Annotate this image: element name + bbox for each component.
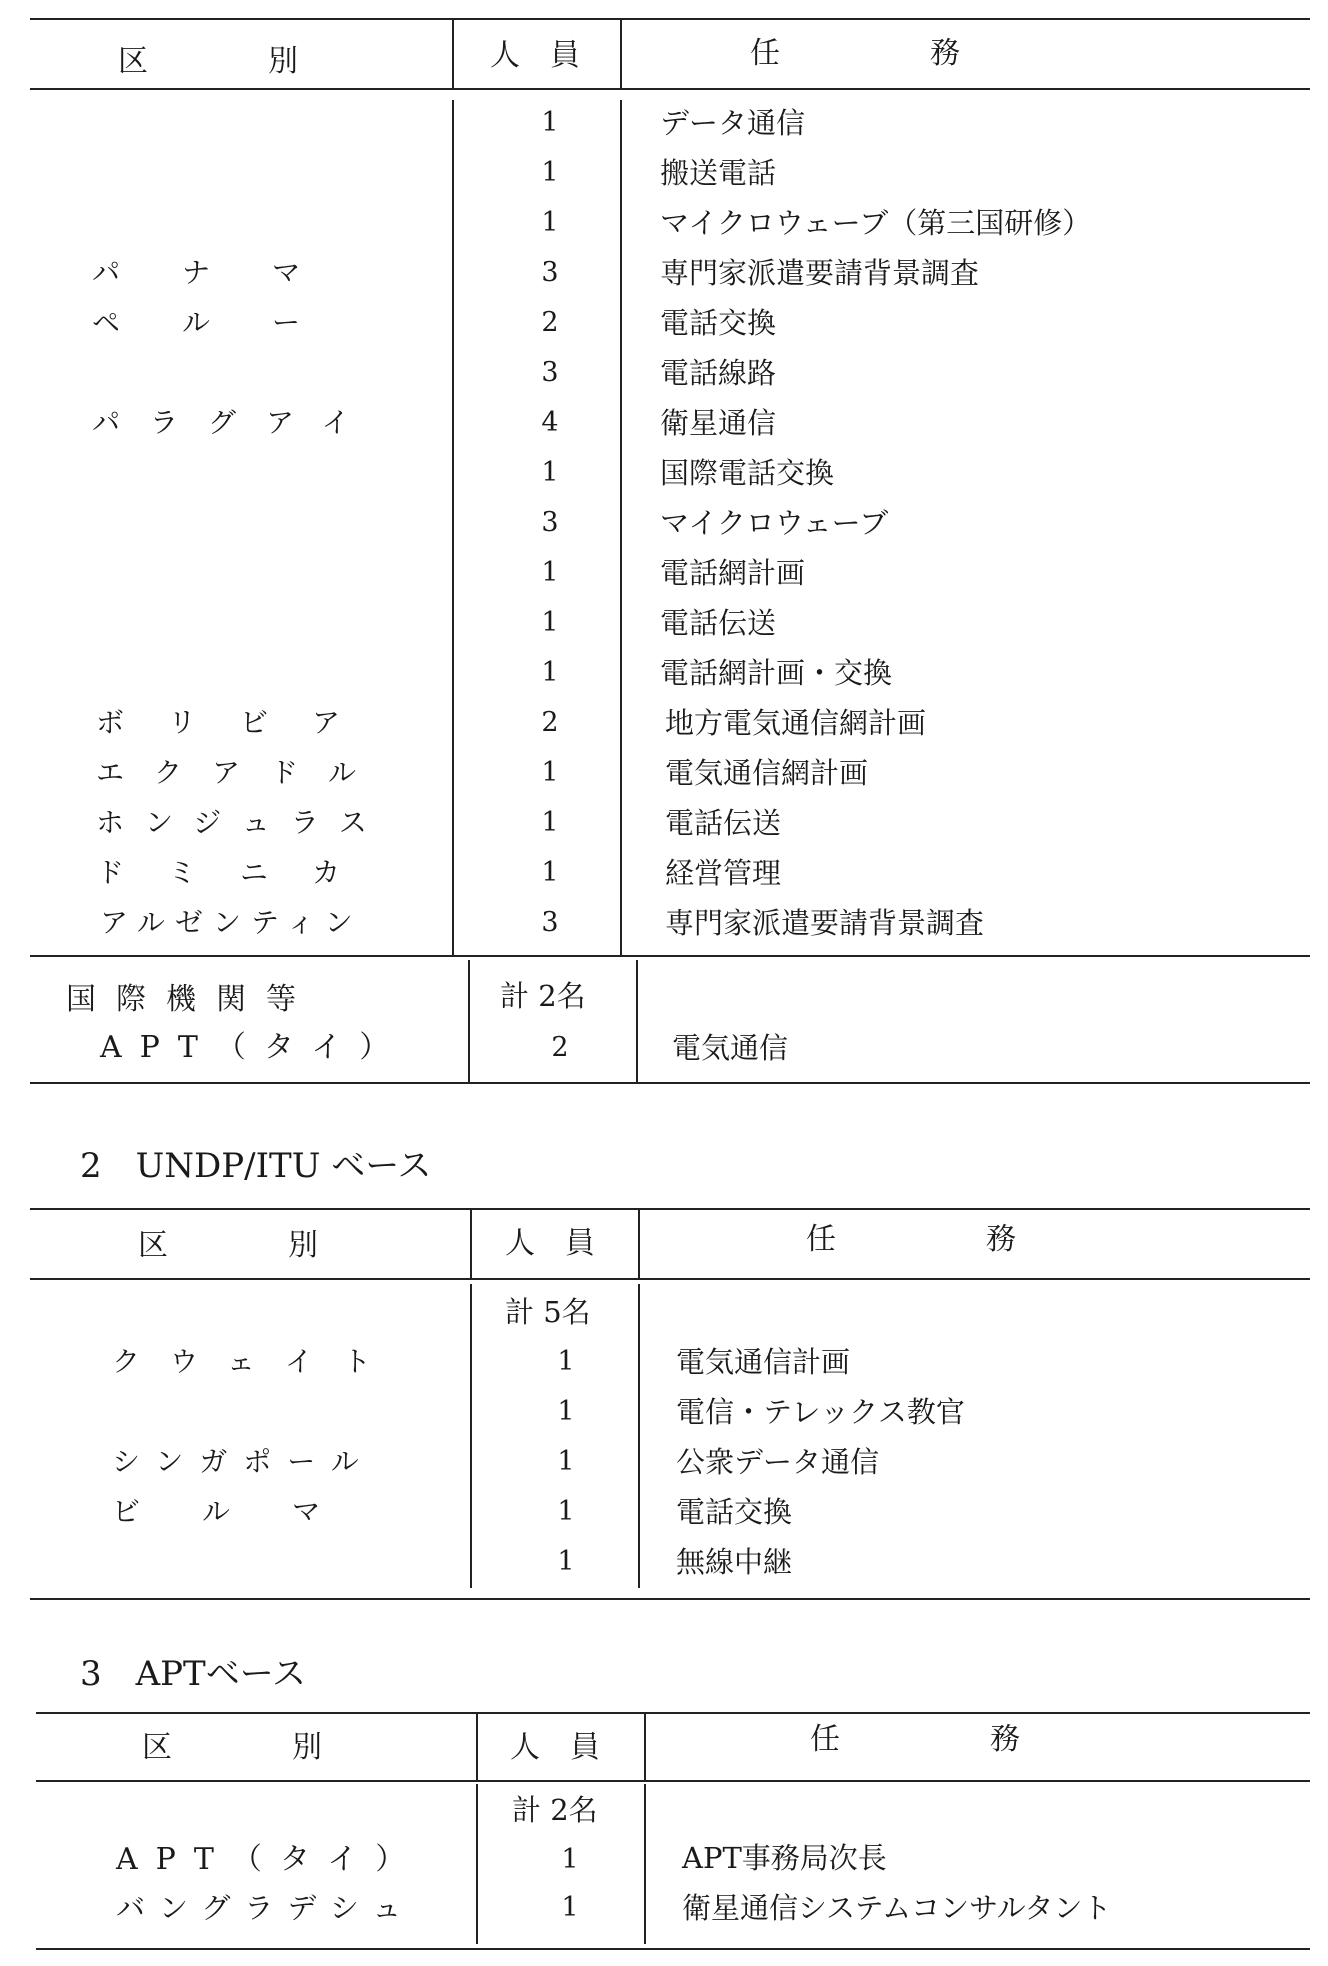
country-name: ボリビア [96, 706, 385, 739]
table3-total: 計 2名 [512, 1793, 598, 1827]
country-name: ドミニカ [96, 856, 385, 889]
table2-row-count: 1 [557, 1546, 575, 1577]
table1-row-task: 電話網計画・交換 [660, 656, 893, 690]
country-name: エクアドル [96, 756, 387, 789]
country-name: クウェイト [112, 1345, 401, 1378]
table1-row-task: マイクロウェーブ（第三国研修） [660, 206, 1092, 240]
table1-row-task: 電話線路 [660, 356, 777, 390]
table3-header-staff: 人 員 [510, 1730, 600, 1765]
table3-header-divider-2 [644, 1712, 646, 1780]
table2-row-count: 1 [557, 1446, 575, 1477]
table1-intl-divider-2 [636, 960, 638, 1082]
table2-top-rule [30, 1208, 1310, 1210]
table1-row-task: 搬送電話 [660, 156, 777, 190]
table1-row-count: 1 [541, 607, 559, 638]
table3-row-country: APT（タイ） [116, 1842, 424, 1877]
table1-row-count: 1 [541, 457, 559, 488]
intl-row-task: 電気通信 [672, 1031, 789, 1065]
table2-row-country [112, 1344, 401, 1380]
table1-row-country [96, 705, 386, 741]
section2-title: 2 UNDP/ITU ベース [80, 1146, 432, 1186]
table1-intl-rule [30, 955, 1310, 957]
country-name: アルゼンティン [100, 906, 363, 939]
table1-row-count: 1 [541, 207, 559, 238]
table3-header-divider-1 [476, 1712, 478, 1780]
table3-header-category: 区 別 [142, 1730, 322, 1765]
table1-row-count: 2 [541, 307, 559, 338]
table1-row-task: 電気通信網計画 [665, 756, 869, 790]
table2-header-staff: 人 員 [505, 1226, 595, 1261]
table1-header-divider-1 [452, 18, 454, 88]
table1-row-country [100, 905, 400, 941]
table2-row-count: 1 [557, 1496, 575, 1527]
table1-row-country [92, 305, 382, 341]
table1-row-count: 3 [541, 257, 559, 288]
table1-row-count: 3 [541, 357, 559, 388]
table1-intl-divider-1 [468, 960, 470, 1082]
table1-row-task: 経営管理 [665, 856, 782, 890]
table1-header-divider-2 [620, 18, 622, 88]
table3-bottom-rule [36, 1948, 1310, 1950]
table3-body-divider-1 [476, 1784, 478, 1944]
table3-row-task: APT事務局次長 [682, 1841, 887, 1875]
table1-row-count: 1 [541, 857, 559, 888]
table1-row-task: マイクロウェーブ [660, 506, 889, 540]
table1-row-count: 4 [541, 407, 559, 438]
table2-header-divider-1 [470, 1208, 472, 1278]
table1-row-task: 電話交換 [660, 306, 777, 340]
table1-body-divider-1 [452, 100, 454, 955]
intl-row-country: APT（タイ） [100, 1030, 408, 1065]
table2-row-count: 1 [557, 1396, 575, 1427]
table2-row-task: 電話交換 [676, 1495, 793, 1529]
table2-row-task: 電気通信計画 [676, 1345, 851, 1379]
intl-org-label: 国際機関等 [66, 982, 316, 1017]
table1-row-task: 電話網計画 [660, 556, 806, 590]
table1-row-count: 1 [541, 157, 559, 188]
country-name: パナマ [92, 256, 363, 289]
country-name: パラグアイ [92, 406, 380, 439]
intl-row-count: 2 [551, 1032, 569, 1063]
country-name: ホンジュラス [96, 806, 388, 839]
table1-header-category: 区 別 [118, 44, 298, 79]
table1-header-task: 任 務 [750, 36, 960, 71]
table2-header-rule [30, 1278, 1310, 1280]
table1-row-count: 3 [541, 907, 559, 938]
section3-title: 3 APTベース [80, 1654, 307, 1694]
table1-row-task: 電話伝送 [660, 606, 777, 640]
table1-top-rule [30, 18, 1310, 20]
table1-row-task: 衛星通信 [660, 406, 777, 440]
country-name: ペルー [92, 306, 363, 339]
table1-row-task: 電話伝送 [665, 806, 782, 840]
table1-row-task: 専門家派遣要請背景調査 [660, 256, 980, 290]
table3-header-rule [36, 1780, 1310, 1782]
table1-row-count: 3 [541, 507, 559, 538]
table2-header-category: 区 別 [138, 1228, 318, 1263]
country-name: シンガポール [112, 1445, 375, 1478]
table2-header-task: 任 務 [806, 1222, 1016, 1257]
table1-row-count: 2 [541, 707, 559, 738]
table1-row-country [92, 405, 382, 441]
table2-row-country [112, 1494, 382, 1530]
table1-row-count: 1 [541, 107, 559, 138]
table1-row-task: 国際電話交換 [660, 456, 835, 490]
table1-bottom-rule [30, 1082, 1310, 1084]
table1-row-task: 地方電気通信網計画 [665, 706, 927, 740]
table1-row-country [92, 255, 382, 291]
table2-body-divider-2 [638, 1284, 640, 1588]
table1-row-task: データ通信 [660, 106, 806, 140]
table1-row-count: 1 [541, 657, 559, 688]
table2-row-country [112, 1444, 375, 1480]
table2-row-task: 公衆データ通信 [676, 1445, 880, 1479]
table2-row-count: 1 [557, 1346, 575, 1377]
table2-total: 計 5名 [505, 1295, 591, 1329]
table1-row-country [96, 855, 396, 891]
table1-header-rule [30, 88, 1310, 90]
table3-header-task: 任 務 [810, 1722, 1020, 1757]
table1-row-country [96, 755, 386, 791]
table3-row-count: 1 [561, 1892, 579, 1923]
table2-bottom-rule [30, 1598, 1310, 1600]
table3-row-task: 衛星通信システムコンサルタント [682, 1891, 1112, 1925]
table1-header-staff: 人 員 [490, 38, 580, 73]
table2-row-task: 無線中継 [676, 1545, 793, 1579]
table2-header-divider-2 [638, 1208, 640, 1278]
table1-body-divider-2 [620, 100, 622, 955]
table1-row-count: 1 [541, 757, 559, 788]
table1-row-task: 専門家派遣要請背景調査 [665, 906, 985, 940]
table1-row-count: 1 [541, 557, 559, 588]
table1-row-country [96, 805, 396, 841]
table3-body-divider-2 [644, 1784, 646, 1944]
table3-top-rule [36, 1712, 1310, 1714]
table3-row-count: 1 [561, 1844, 579, 1875]
table2-body-divider-1 [470, 1284, 472, 1588]
country-name: ビルマ [112, 1495, 383, 1528]
table3-row-country: バングラデシュ [116, 1891, 416, 1925]
table1-row-count: 1 [541, 807, 559, 838]
table2-row-task: 電信・テレックス教官 [676, 1395, 965, 1429]
intl-total: 計 2名 [500, 979, 586, 1013]
